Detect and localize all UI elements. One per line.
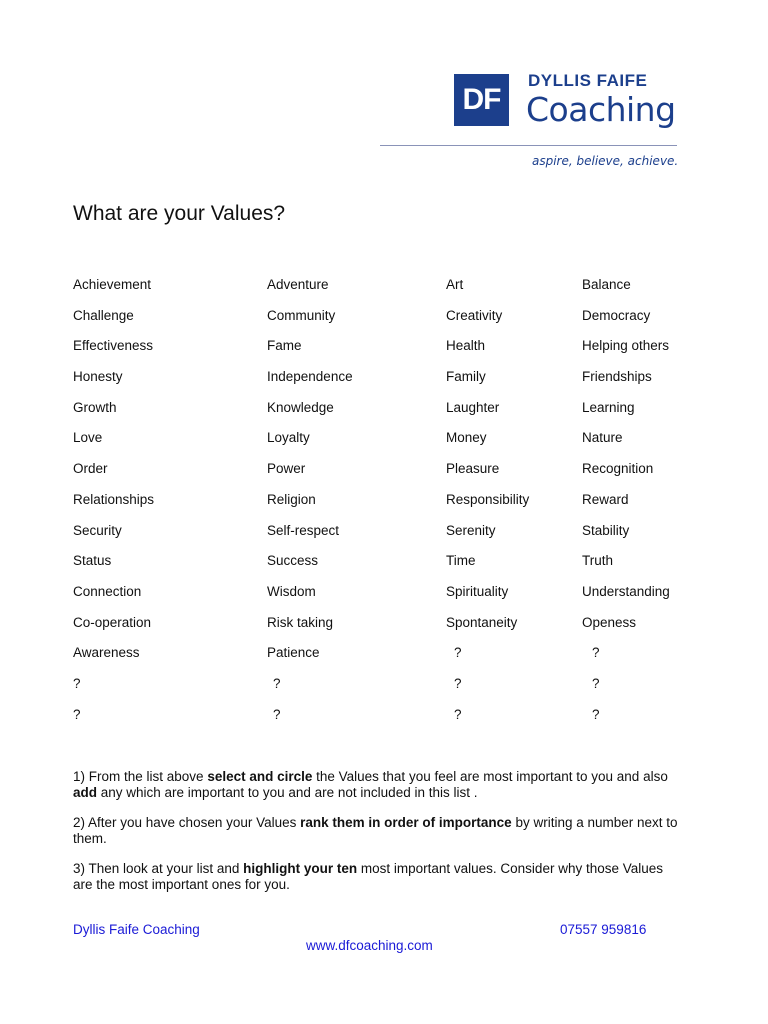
value-placeholder: ? [73, 675, 81, 691]
value-item: Recognition [582, 461, 654, 477]
values-row [73, 399, 713, 430]
value-item: Order [73, 461, 108, 477]
values-row [73, 337, 713, 368]
value-item: Power [267, 461, 306, 477]
value-item: Balance [582, 277, 631, 292]
values-row [73, 614, 713, 645]
value-placeholder: ? [454, 675, 462, 691]
logo-divider [380, 145, 677, 146]
value-item: Relationships [73, 491, 155, 507]
values-row [73, 491, 713, 522]
footer-phone: 07557 959816 [560, 922, 647, 937]
value-item: Co-operation [73, 614, 152, 630]
value-item: Learning [582, 399, 635, 415]
value-item: Self-respect [267, 522, 340, 538]
value-item: Security [73, 522, 122, 538]
value-item: Laughter [446, 399, 500, 415]
values-row [73, 522, 713, 553]
values-row [73, 552, 713, 583]
value-item: Stability [582, 522, 630, 538]
value-item: Risk taking [267, 614, 334, 630]
value-item: Money [446, 430, 487, 446]
value-item: Understanding [582, 583, 670, 599]
value-item: Wisdom [267, 583, 316, 599]
values-row [73, 675, 713, 706]
value-item: Status [73, 553, 112, 569]
value-placeholder: ? [273, 706, 281, 722]
value-item: Challenge [73, 307, 134, 323]
instructions [73, 769, 683, 907]
values-row [73, 460, 713, 491]
value-item: Art [446, 277, 464, 292]
value-item: Pleasure [446, 461, 500, 477]
footer-website-link[interactable]: www.dfcoaching.com [306, 938, 433, 953]
values-row [73, 368, 713, 399]
value-item: Achievement [73, 277, 152, 292]
value-item: Adventure [267, 277, 329, 292]
value-item: Fame [267, 338, 302, 354]
value-item: Truth [582, 553, 614, 569]
value-placeholder: ? [73, 706, 81, 722]
value-item: Growth [73, 399, 117, 415]
page-title: What are your Values? [73, 202, 286, 225]
value-item: Awareness [73, 645, 140, 661]
value-item: Spontaneity [446, 614, 518, 630]
value-item: Religion [267, 491, 316, 507]
value-placeholder: ? [592, 675, 600, 691]
value-item: Openess [582, 614, 637, 630]
values-grid [73, 276, 713, 736]
logo-top-line: DYLLIS FAIFE [528, 71, 648, 90]
values-row [73, 429, 713, 460]
logo-mark: DF [454, 74, 509, 126]
values-row [73, 276, 713, 307]
value-item: Responsibility [446, 491, 530, 507]
value-item: Nature [582, 430, 623, 446]
instruction-step-2: 2) After you have chosen your Values rank them in order of importance by writing a number next to them. [73, 815, 678, 846]
value-item: Community [267, 307, 336, 323]
value-placeholder: ? [273, 675, 281, 691]
value-item: Effectiveness [73, 338, 154, 354]
value-item: Time [446, 553, 476, 569]
value-item: Serenity [446, 522, 496, 538]
value-placeholder: ? [592, 706, 600, 722]
value-item: Reward [582, 491, 629, 507]
value-item: Democracy [582, 307, 651, 323]
instruction-step-1: 1) From the list above select and circle the Values that you feel are most important to you and also add any which are important to you and are not included in this list . [73, 769, 668, 800]
instruction-step-3: 3) Then look at your list and highlight your ten most important values. Consider why those Values are the most important ones for you. [73, 861, 664, 892]
footer-company-name: Dyllis Faife Coaching [73, 922, 200, 937]
value-item: Creativity [446, 307, 503, 323]
values-row [73, 583, 713, 614]
value-item: Patience [267, 645, 320, 661]
values-row [73, 307, 713, 338]
value-item: Love [73, 430, 103, 446]
value-item: Spirituality [446, 583, 509, 599]
value-item: Honesty [73, 369, 123, 385]
value-item: Independence [267, 369, 353, 385]
logo-main-line: Coaching [526, 90, 676, 129]
value-placeholder: ? [454, 706, 462, 722]
value-item: Connection [73, 583, 142, 599]
value-item: Knowledge [267, 399, 334, 415]
value-item: Family [446, 369, 486, 385]
value-item: Health [446, 338, 486, 354]
values-row [73, 644, 713, 675]
value-placeholder: ? [454, 645, 462, 661]
value-item: Success [267, 553, 319, 569]
values-row [73, 706, 713, 737]
value-item: Friendships [582, 369, 652, 385]
logo-tagline: aspire, believe, achieve. [532, 154, 679, 168]
value-item: Helping others [582, 338, 670, 354]
value-placeholder: ? [592, 645, 600, 661]
value-item: Loyalty [267, 430, 310, 446]
